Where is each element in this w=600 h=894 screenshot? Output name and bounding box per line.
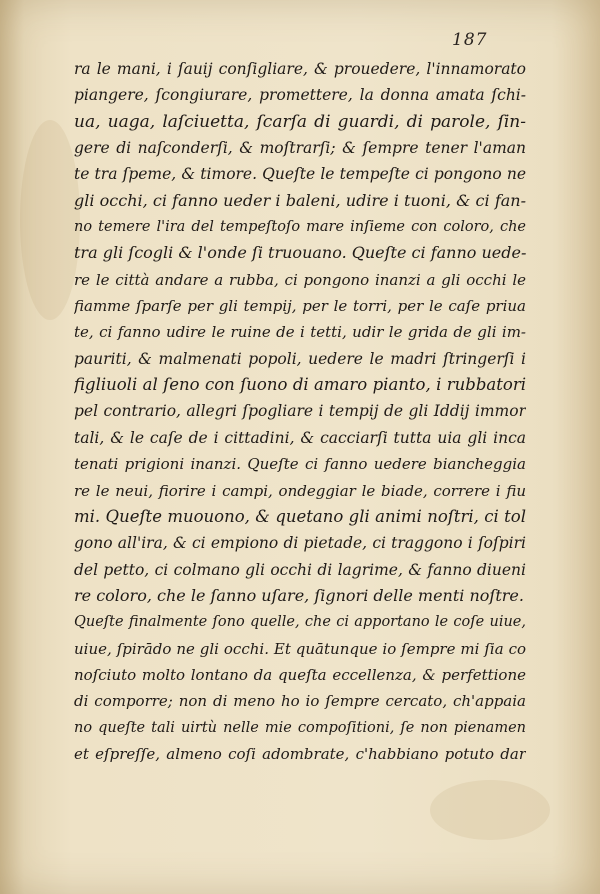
text-line: Queſte finalmente ſono quelle, che ci apportano le coſe uiue, <box>74 614 526 631</box>
text-line: fiamme ſparſe per gli tempij, per le torri, per le caſe priua <box>74 297 526 316</box>
text-line: no queſte tali uirtù nelle mie compoſitioni, ſe non pienamen <box>74 719 526 736</box>
page-number: 187 <box>452 30 488 50</box>
text-line: del petto, ci colmano gli occhi di lagrime, & fanno diueni <box>74 560 526 579</box>
text-line: gono all'ira, & ci empiono di pietade, ci traggono i ſoſpiri <box>74 534 526 553</box>
text-line: figliuoli al ſeno con ſuono di amaro pianto, i rubbatori <box>74 375 526 395</box>
text-line: re le neui, fiorire i campi, ondeggiar le biade, correre i fiu <box>74 481 526 500</box>
text-line: mi. Queſte muouono, & quetano gli animi noſtri, ci tol <box>74 506 526 526</box>
text-line: di comporre; non di meno ho io ſempre cercato, ch'appaia <box>74 692 526 711</box>
text-line: et eſpreſſe, almeno coſi adombrate, c'habbiano potuto dar <box>74 744 526 763</box>
paper-stain <box>430 780 550 840</box>
text-line: re le città andare a rubba, ci pongono inanzi a gli occhi le <box>74 270 526 289</box>
text-line: gere di naſconderſi, & moſtrarſi; & ſempre tener l'aman <box>74 139 526 158</box>
text-line: ra le mani, i ſauij conſigliare, & prouedere, l'innamorato <box>74 60 526 78</box>
text-line: te tra ſpeme, & timore. Queſte le tempeſte ci pongono ne <box>74 165 526 184</box>
text-line: tenati prigioni inanzi. Queſte ci fanno uedere biancheggia <box>74 455 526 474</box>
paper-stain <box>20 120 80 320</box>
text-line: pel contrario, allegri ſpogliare i tempij de gli Iddij immor <box>74 402 526 421</box>
text-block <box>74 56 526 767</box>
text-line: ua, uaga, laſciuetta, ſcarſa di guardi, di parole, ſin- <box>74 111 526 132</box>
text-line: tali, & le caſe de i cittadini, & cacciarſi tutta uia gli inca <box>74 428 526 447</box>
text-line: piangere, ſcongiurare, promettere, la donna amata ſchi- <box>74 86 526 105</box>
text-line: tra gli ſcogli & l'onde ſi truouano. Queſte ci fanno uede- <box>74 243 526 263</box>
text-line: te, ci fanno udire le ruine de i tetti, udir le grida de gli im- <box>74 323 526 342</box>
text-line: gli occhi, ci fanno ueder i baleni, udire i tuoni, & ci fan- <box>74 190 526 210</box>
text-line: uiue, ſpirādo ne gli occhi. Et quātunque io ſempre mi ſia co <box>74 639 526 658</box>
text-line: no temere l'ira del tempeſtoſo mare inſieme con coloro, che <box>74 219 526 236</box>
text-line: pauriti, & malmenati popoli, uedere le madri ſtringerſi i <box>74 349 526 368</box>
text-line: re coloro, che le ſanno uſare, ſignori delle menti noſtre. <box>74 585 524 605</box>
text-line: noſciuto molto lontano da queſta eccellenza, & perfettione <box>74 665 526 684</box>
